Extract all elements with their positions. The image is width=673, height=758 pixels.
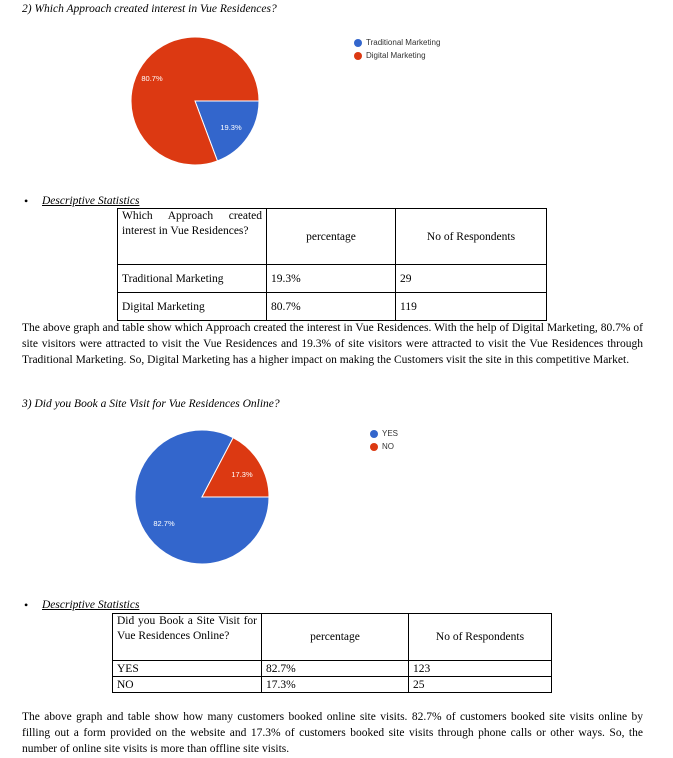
table-cell: 29: [396, 265, 547, 293]
table-header-cell: percentage: [267, 209, 396, 265]
stats-table-approach: [117, 208, 547, 321]
table-cell: Digital Marketing: [118, 293, 267, 321]
question-3-title: 3) Did you Book a Site Visit for Vue Residences Online?: [22, 398, 280, 410]
table-row: [113, 677, 552, 693]
bullet-heading: Descriptive Statistics: [42, 599, 140, 611]
table-header-cell: No of Respondents: [409, 614, 552, 661]
legend-item: [354, 49, 440, 62]
table-header-cell: percentage: [262, 614, 409, 661]
table-row: [118, 293, 547, 321]
table-cell: 80.7%: [267, 293, 396, 321]
paragraph-online-booking: The above graph and table show how many customers booked online site visits. 82.7% of customers booked site visits online by filling out a form provided on the website and 17.3% of customers booked site visits through phone calls or other ways. So, the number of online site visits is more than offline site visits.: [22, 711, 643, 755]
pie-slice-label: 82.7%: [153, 519, 175, 528]
pie-legend-approach: [354, 36, 440, 62]
table-header-row: [118, 209, 547, 265]
pie-chart-approach: [125, 35, 265, 170]
legend-label: Digital Marketing: [366, 51, 426, 60]
question-2-title: 2) Which Approach created interest in Vue Residences?: [22, 3, 277, 15]
table-cell: 19.3%: [267, 265, 396, 293]
legend-label: Traditional Marketing: [366, 38, 441, 47]
table-header-row: [113, 614, 552, 661]
legend-swatch-red: [370, 443, 378, 451]
table-cell: 119: [396, 293, 547, 321]
table-cell: Traditional Marketing: [118, 265, 267, 293]
table-cell: 25: [409, 677, 552, 693]
legend-item: [370, 427, 398, 440]
paragraph-approach: The above graph and table show which Approach created the interest in Vue Residences. With the help of Digital Marketing, 80.7% of site visitors were attracted to visit the Vue Residences and 19.3% of site visitors were attracted to visit the Vue Residences through Traditional Marketing. So, Digital Marketing has a higher impact on making the Customers visit the site in this competitive Market.: [22, 322, 643, 366]
table-header-cell: Which Approach created interest in Vue Residences?: [118, 209, 267, 265]
legend-label: NO: [382, 442, 394, 451]
table-cell: YES: [113, 661, 262, 677]
legend-item: [370, 440, 398, 453]
legend-item: [354, 36, 440, 49]
bullet-icon: •: [24, 598, 29, 612]
stats-table-online-booking: [112, 613, 552, 693]
table-header-cell: Did you Book a Site Visit for Vue Residences Online?: [113, 614, 262, 661]
legend-swatch-blue: [354, 39, 362, 47]
bullet-icon: •: [24, 194, 29, 208]
pie-slice-label: 19.3%: [220, 123, 242, 132]
table-header-cell: No of Respondents: [396, 209, 547, 265]
pie-slice-label: 80.7%: [141, 74, 163, 83]
legend-label: YES: [382, 429, 399, 438]
table-cell: 82.7%: [262, 661, 409, 677]
table-cell: 17.3%: [262, 677, 409, 693]
pie-slice-label: 17.3%: [231, 470, 253, 479]
pie-chart-online-booking: [130, 425, 275, 570]
table-row: [118, 265, 547, 293]
table-cell: 123: [409, 661, 552, 677]
table-row: [113, 661, 552, 677]
legend-swatch-blue: [370, 430, 378, 438]
legend-swatch-red: [354, 52, 362, 60]
table-cell: NO: [113, 677, 262, 693]
bullet-heading: Descriptive Statistics: [42, 195, 140, 207]
pie-legend-online-booking: [370, 427, 398, 453]
